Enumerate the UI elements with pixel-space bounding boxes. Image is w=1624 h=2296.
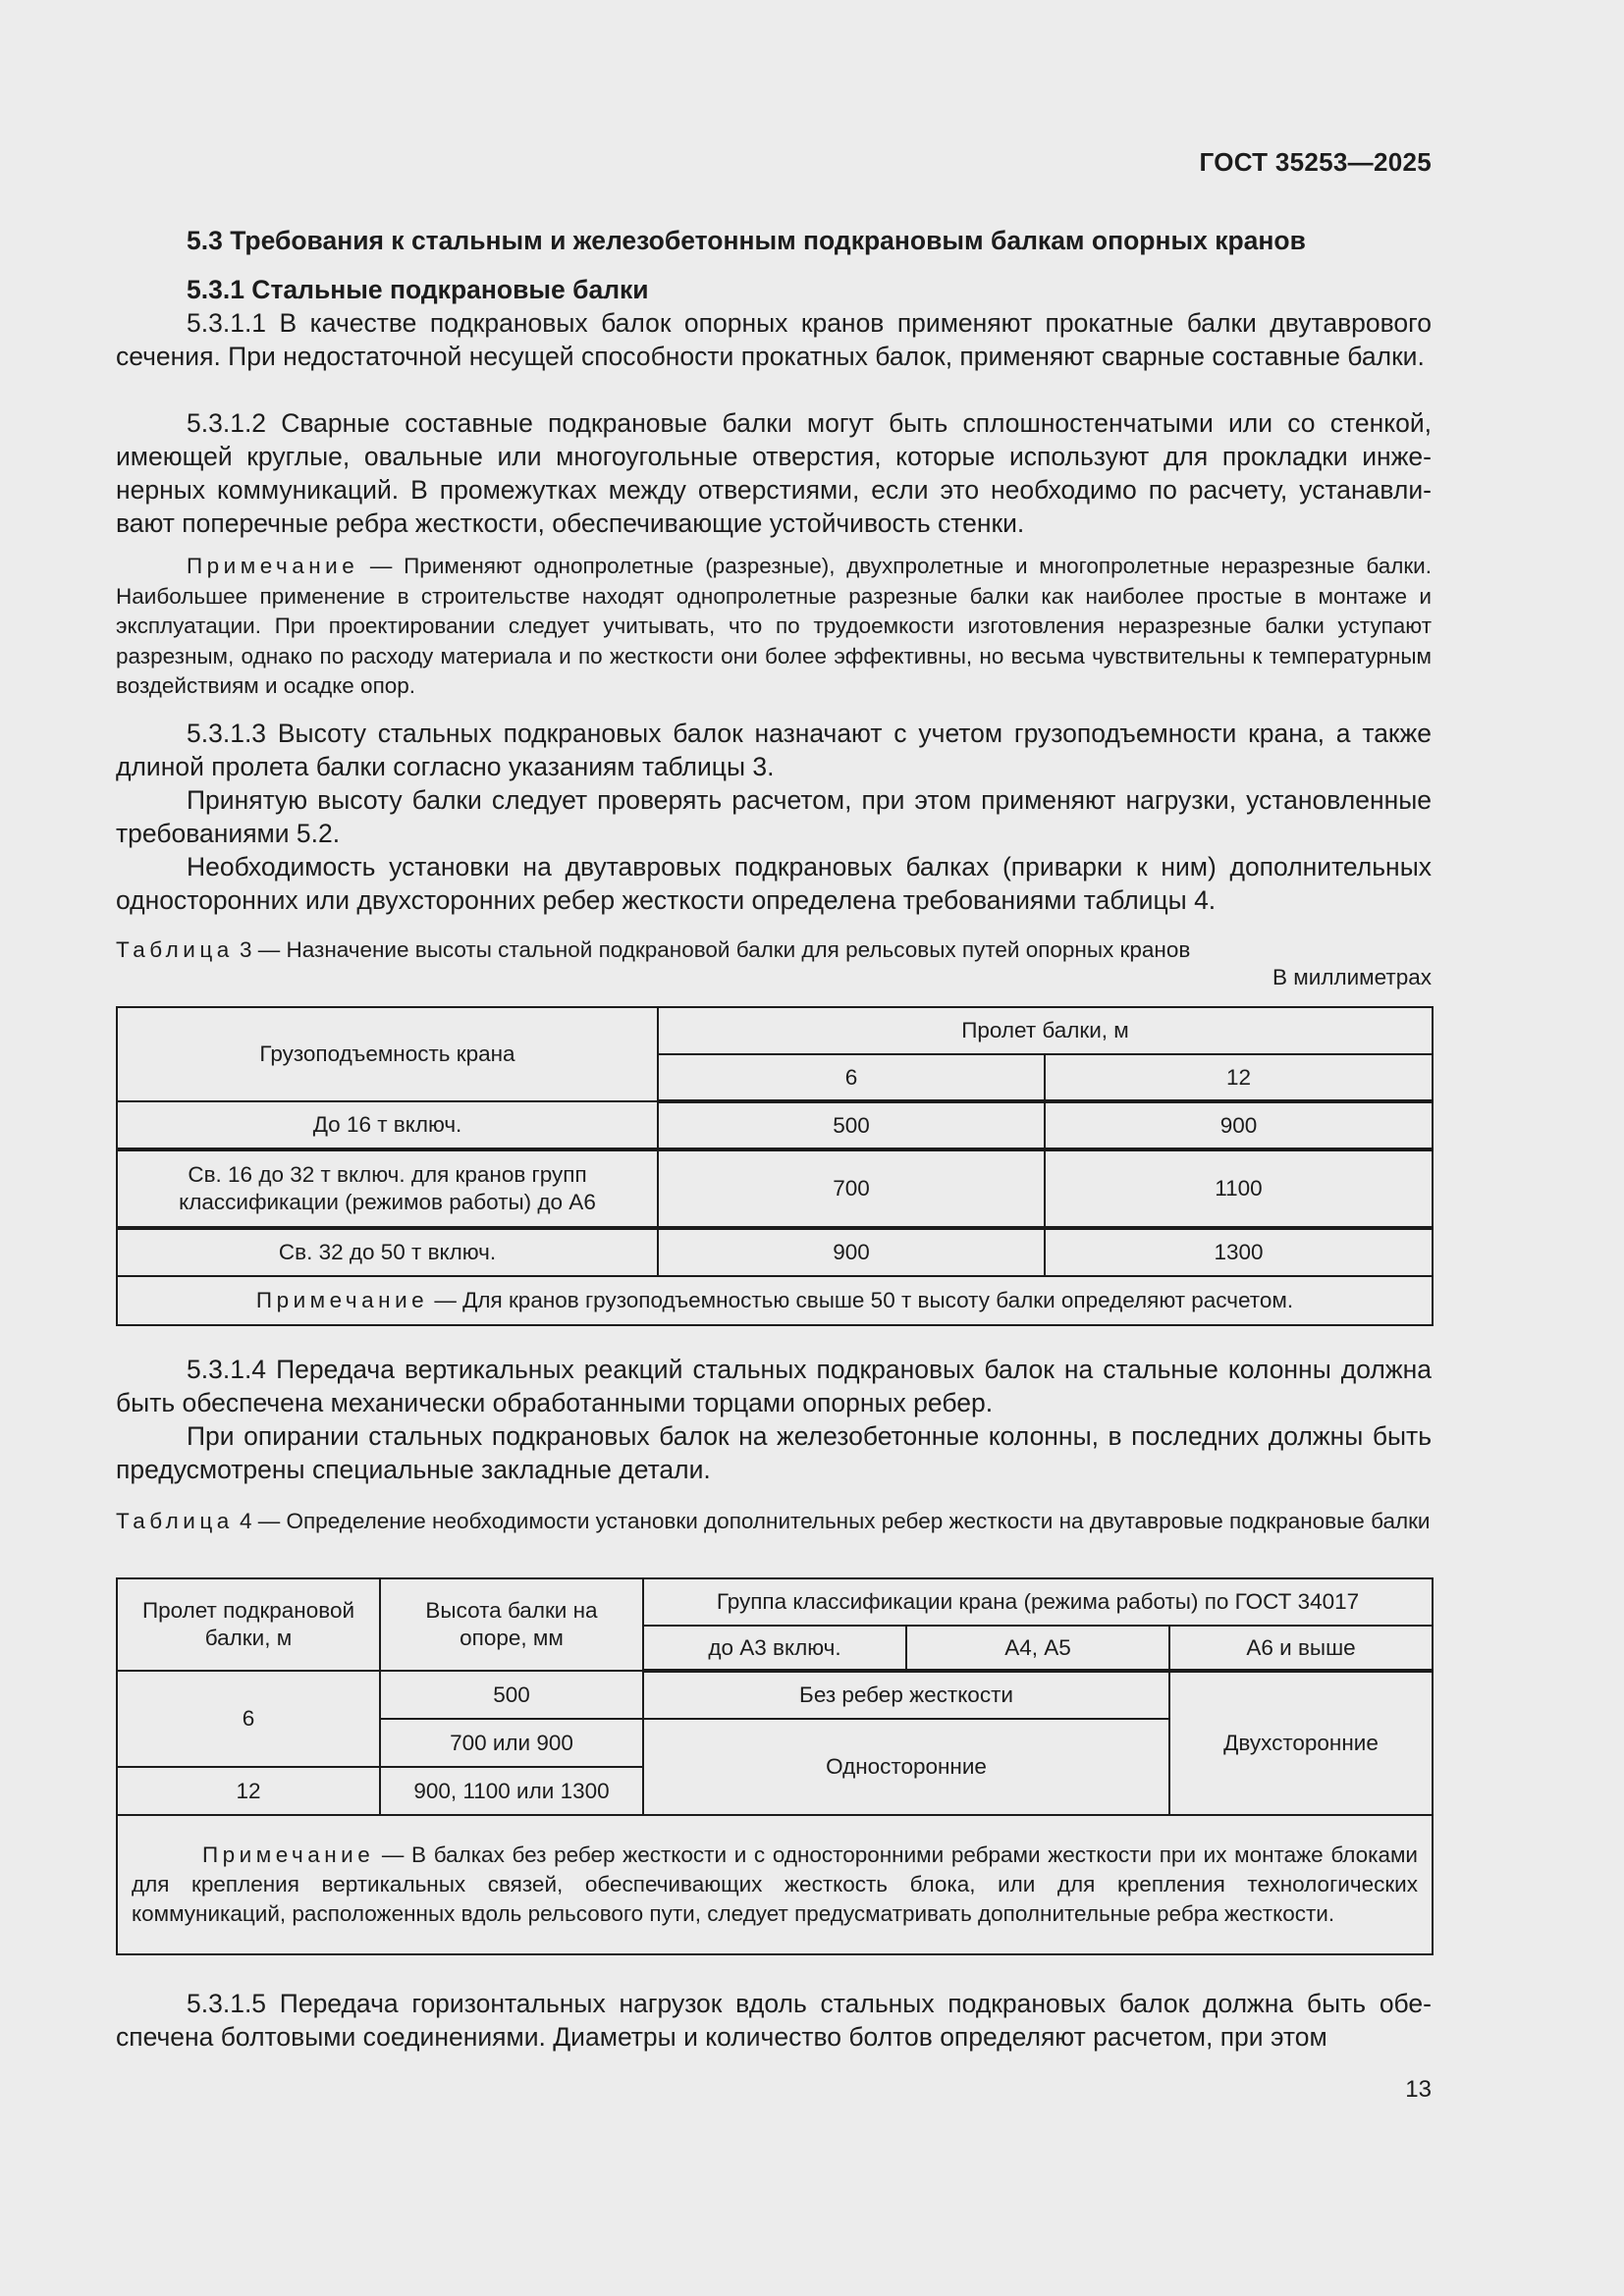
table4-note-text: — В балках без ребер жесткости и с односторонними ребрами жесткости при их монтаже блоками для крепления вертикальных связей, обеспечивающих жесткость блока, или для крепления технологических коммуникаций, расположенных вдоль рельсового пути, следует предусматривать дополнительные ребра жесткости. bbox=[132, 1842, 1418, 1926]
table4-header-group: Группа классификации крана (режима работы) по ГОСТ 34017 bbox=[643, 1578, 1433, 1626]
table3-units: В миллиметрах bbox=[1272, 965, 1432, 989]
table4-cell: 500 bbox=[380, 1671, 643, 1719]
section-heading-5-3-1: 5.3.1 Стальные подкрановые балки bbox=[187, 275, 649, 304]
paragraph-5-3-1-1: 5.3.1.1 В качестве подкрановых балок опорных кранов применяют прокатные балки двутаврового сечения. При недостаточной несущей способности прокатных балок, применяют сварные составные балки. bbox=[116, 308, 1432, 371]
table4-note-label: Примечание bbox=[202, 1842, 375, 1867]
table3-caption bbox=[116, 935, 1432, 965]
table3-header-capacity: Грузоподъемность крана bbox=[117, 1007, 658, 1101]
table3-note bbox=[117, 1276, 1433, 1325]
table4-subheader-a4-a5: А4, А5 bbox=[906, 1626, 1169, 1671]
note-label: Примечание bbox=[187, 554, 359, 578]
table4-cell-span-6: 6 bbox=[117, 1671, 380, 1767]
table4-subheader-a3: до А3 включ. bbox=[643, 1626, 906, 1671]
table3-caption-label: Таблица bbox=[116, 937, 234, 962]
table3-cell: 700 bbox=[658, 1149, 1045, 1228]
table4-caption-label: Таблица bbox=[116, 1509, 234, 1533]
table4-cell: Односторонние bbox=[643, 1719, 1169, 1815]
table4-cell: 900, 1100 или 1300 bbox=[380, 1767, 643, 1815]
table3-cell: Св. 32 до 50 т включ. bbox=[117, 1228, 658, 1276]
paragraph-5-3-1-3: 5.3.1.3 Высоту стальных подкрановых балок назначают с учетом грузоподъемности крана, а также длиной пролета балки согласно указаниям таблицы 3. bbox=[116, 719, 1432, 781]
table4-header-span: Пролет подкрановой балки, м bbox=[117, 1578, 380, 1671]
table3-cell: До 16 т включ. bbox=[117, 1101, 658, 1149]
paragraph-5-3-1-4-b: При опирании стальных подкрановых балок на железобетонные колонны, в последних должны быть предусмотрены специальные закладные детали. bbox=[116, 1421, 1432, 1484]
table4-subheader-a6: А6 и выше bbox=[1169, 1626, 1433, 1671]
note-text: — Применяют однопролетные (разрезные), двухпролетные и многопролетные неразрезные балки. Наибольшее применение в строительстве находят однопролетные разрезные балки как наиболее простые в монтаже и эксплуатации. При проектировании следует учитывать, что по трудоемкости изготовления неразрезные балки уступают разрезным, однако по расходу материала и по жесткости они более эффективны, но весьма чувствительны к температурным воздействиям и осадке опор. bbox=[116, 554, 1432, 698]
table3-cell: 500 bbox=[658, 1101, 1045, 1149]
paragraph-5-3-1-2: 5.3.1.2 Сварные составные подкрановые балки могут быть сплошностенчатыми или со стенкой, имеющей круглые, овальные или многоугольные отверстия, которые используют для прокладки инженерных коммуникаций. В промежутках между отверстиями, если это необходимо по расчету, устанавливают поперечные ребра жесткости, обеспечивающие устойчивость стенки. bbox=[116, 408, 1432, 538]
table3-cell: Св. 16 до 32 т включ. для кранов групп классификации (режимов работы) до А6 bbox=[117, 1149, 658, 1228]
table4-caption bbox=[116, 1507, 1432, 1536]
table3 bbox=[116, 1006, 1434, 1326]
paragraph-5-3-1-5: 5.3.1.5 Передача горизонтальных нагрузок вдоль стальных подкрановых балок должна быть обеспечена болтовыми соединениями. Диаметры и количество болтов определяют расчетом, при этом bbox=[116, 1989, 1432, 2052]
table3-cell: 900 bbox=[1045, 1101, 1433, 1149]
table3-note-label: Примечание bbox=[255, 1288, 429, 1312]
table3-cell: 1300 bbox=[1045, 1228, 1433, 1276]
table3-header-span: Пролет балки, м bbox=[658, 1007, 1433, 1054]
table4-note bbox=[117, 1815, 1433, 1954]
table3-subheader-12: 12 bbox=[1045, 1054, 1433, 1101]
note-paragraph bbox=[116, 552, 1432, 702]
paragraph-5-3-1-3-c: Необходимость установки на двутавровых подкрановых балках (приварки к ним) дополнительных односторонних или двухсторонних ребер жесткости определена требованиями таблицы 4. bbox=[116, 852, 1432, 915]
table4-caption-text: 4 — Определение необходимости установки дополнительных ребер жесткости на двутавровые подкрановые балки bbox=[233, 1509, 1431, 1533]
standard-code-header: ГОСТ 35253—2025 bbox=[1199, 147, 1432, 177]
section-heading-5-3: 5.3 Требования к стальным и железобетонным подкрановым балкам опорных кранов bbox=[187, 226, 1306, 255]
paragraph-5-3-1-3-b: Принятую высоту балки следует проверять расчетом, при этом применяют нагрузки, установленные требованиями 5.2. bbox=[116, 785, 1432, 848]
table4-header-height: Высота балки на опоре, мм bbox=[380, 1578, 643, 1671]
table3-cell: 1100 bbox=[1045, 1149, 1433, 1228]
table3-caption-text: 3 — Назначение высоты стальной подкрановой балки для рельсовых путей опорных кранов bbox=[233, 937, 1191, 962]
table4-cell-span-12: 12 bbox=[117, 1767, 380, 1815]
table4-cell: 700 или 900 bbox=[380, 1719, 643, 1767]
table4-cell: Двухсторонние bbox=[1169, 1671, 1433, 1815]
table3-subheader-6: 6 bbox=[658, 1054, 1045, 1101]
table3-cell: 900 bbox=[658, 1228, 1045, 1276]
table4 bbox=[116, 1577, 1434, 1955]
table4-cell: Без ребер жесткости bbox=[643, 1671, 1169, 1719]
paragraph-5-3-1-4: 5.3.1.4 Передача вертикальных реакций стальных подкрановых балок на стальные колонны должна быть обеспечена механически обработанными торцами опорных ребер. bbox=[116, 1355, 1432, 1417]
page-number: 13 bbox=[1405, 2076, 1432, 2103]
table3-note-text: — Для кранов грузоподъемностью свыше 50 т высоту балки определяют расчетом. bbox=[428, 1288, 1294, 1312]
